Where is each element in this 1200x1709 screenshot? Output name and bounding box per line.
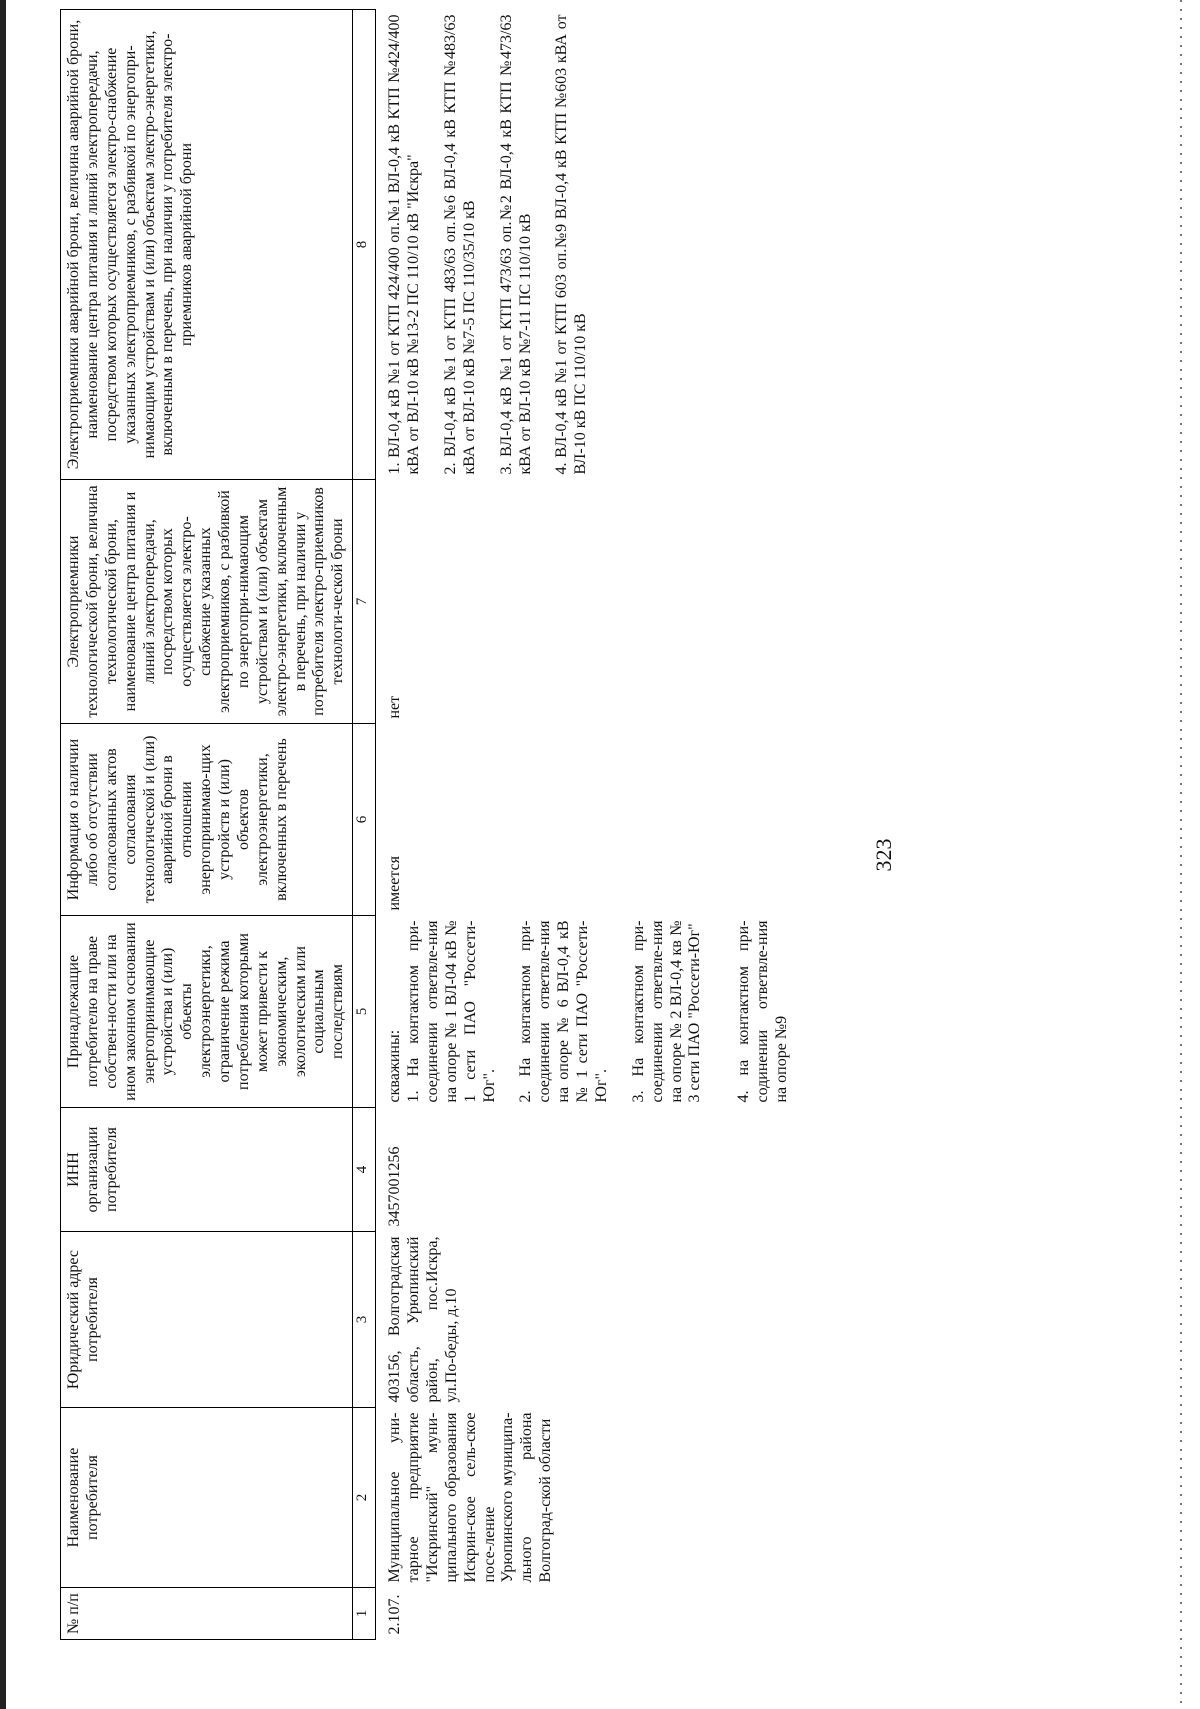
consumer-table [60,9,814,1640]
device-item: 4. на контактном при-содинении ответвле-ния на опоре №9 [735,920,790,1103]
header-row [61,10,353,1640]
tech-reserve-value: нет [386,695,404,719]
header-acts: Информация о наличии либо об отсутствии согласованных актов согласования технологической и (или) аварийной брони в отношении энергопринимаю-щих устройств и (или) объектов электроэнергетики, включенных в перечень [61,724,353,916]
consumer-devices [376,916,814,1108]
header-emergency-reserve: Электроприемники аварийной брони, величина аварийной брони, наименование центра питания и линий электропередачи, посредством которых осуществляется электро-снабжение указанных электроприемников, с разбивкой по энергопри-нимающим устройствам и (или) объектам электро-энергетики, включенным в перечень, при наличии у потребителя электро-приемников аварийной брони [61,10,353,480]
col-number: 3 [353,1232,376,1408]
device-item: 1. На контактном при-соединении ответвле-ния на опоре № 1 ВЛ-04 кВ № 1 сети ПАО "Россети-Юг". [405,920,498,1103]
header-tech-reserve: Электроприемники технологической брони, величина технологической брони, наименование центра питания и линий электропередачи, посредством которых осуществляется электро-снабжение указанных электроприемников, с разбивкой по энергопри-нимающим устройствам и (или) объектам электро-энергетики, включенным в перечень, при наличии у потребителя электро-приемников технологи-ческой брони [61,480,353,724]
emergency-item: 4. ВЛ-0,4 кВ №1 от КТП 603 оп.№9 ВЛ-0,4 кВ КТП №603 кВА от ВЛ-10 кВ ПС 110/10 кВ [553,14,590,475]
device-item: 2. На контактном при-соединении ответвле-ния на опоре № 6 ВЛ-0,4 кВ № 1 сети ПАО "Россети-Юг". [517,920,610,1103]
col-number: 2 [353,1408,376,1588]
emergency-item: 1. ВЛ-0,4 кВ №1 от КТП 424/400 оп.№1 ВЛ-0,4 кВ КТП №424/400 кВА от ВЛ-10 кВ №13-2 ПС 110/10 кВ "Искра" [386,14,422,475]
device-item: 3. На контактном при-соединении ответвле-ния на опоре № 2 ВЛ-0,4 кв № 3 сети ПАО "Россети-Юг" [629,920,704,1103]
col-number: 7 [353,480,376,724]
emergency-item: 3. ВЛ-0,4 кВ №1 от КТП 473/63 оп.№2 ВЛ-0,4 кВ КТП №473/63 кВА от ВЛ-10 кВ №7-11 ПС 110/10 кВ [497,14,534,475]
col-number: 5 [353,916,376,1108]
col-number: 6 [353,724,376,916]
col-number: 4 [353,1108,376,1232]
consumer-inn: 3457001256 [386,1146,404,1227]
header-address: Юридический адрес потребителя [61,1232,353,1408]
header-devices: Принадлежащие потребителю на праве собствен-ности или на ином законном основании энергопринимающие устройства и (или) объекты электроэнергетики, ограничение режима потребления которыми может привести к экономическим, экологическим или социальным последствиям [61,916,353,1108]
rotated-table-wrapper [60,10,790,1640]
header-num: № п/п [61,1588,353,1640]
acts-status: имеется [386,855,404,911]
devices-title: скважины: [386,1029,404,1103]
column-number-row [353,10,376,1640]
row-number: 2.107. [386,1594,404,1635]
scan-edge [0,0,6,1709]
consumer-name: Муниципальное уни-тарное предприятие "Искринский" муни-ципального образования Искрин-ское сель-ское посе-ление Урюпинского муниципа-льного района Волгоград-ской области [386,1412,555,1583]
emergency-reserve [376,10,814,480]
table-row [376,10,814,1640]
header-inn: ИНН организации потребителя [61,1108,353,1232]
col-number: 1 [353,1588,376,1640]
header-name: Наименование потребителя [61,1408,353,1588]
consumer-address: 403156, Волгоградская область, Урюпинский район, пос.Искра, ул.По-беды, д.10 [386,1236,460,1403]
scan-dots [1180,0,1182,1709]
page-number: 323 [871,838,896,872]
emergency-item: 2. ВЛ-0,4 кВ №1 от КТП 483/63 оп.№6 ВЛ-0,4 кВ КТП №483/63 кВА от ВЛ-10 кВ №7-5 ПС 110/35/10 кВ [441,14,478,475]
col-number: 8 [353,10,376,480]
